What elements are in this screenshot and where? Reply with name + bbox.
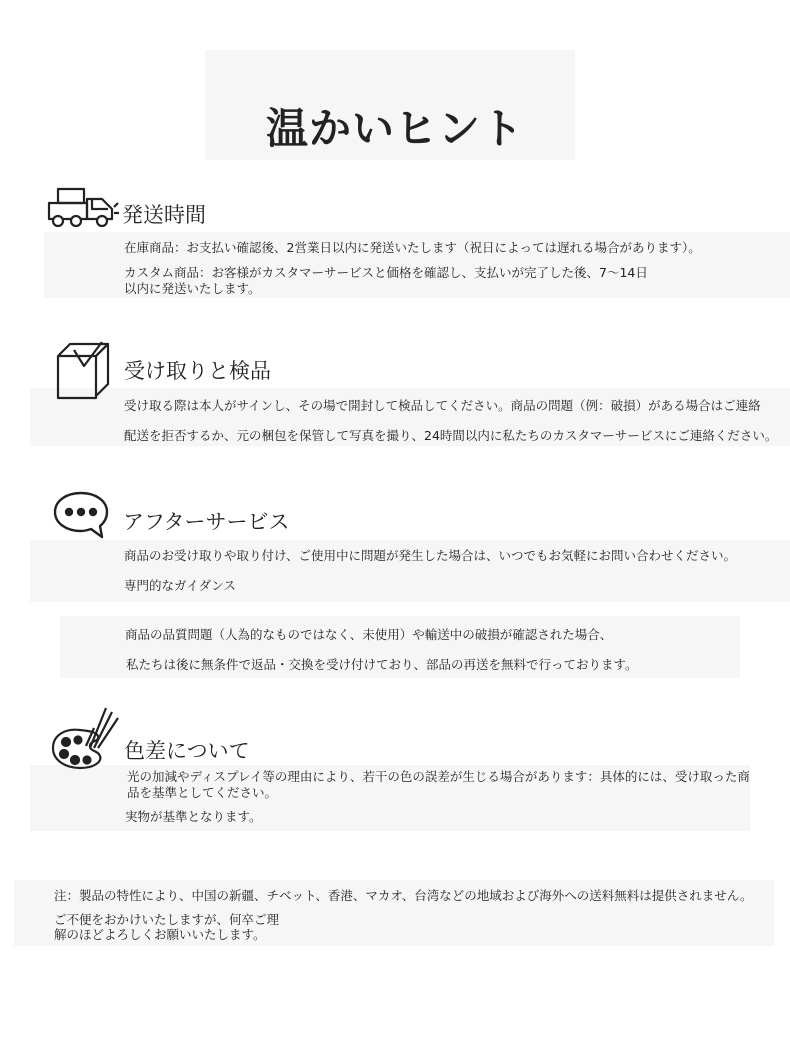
paint-palette-icon [50,704,124,776]
delivery-truck-icon [46,185,120,233]
color-text-line: 品を基準としてください。 [127,785,278,800]
color-text-line: 実物が基準となります。 [125,809,262,824]
shipping-text-line: 以内に発送いたします。 [124,281,261,296]
closing-note-line: ご不便をおかけいたしますが、何卒ご理 [54,912,280,927]
section-heading-color: 色差について [124,739,250,763]
aftersales-text-line: 私たちは後に無条件で返品・交換を受け付けており、部品の再送を無料で行っております。 [126,657,638,672]
shipping-note: 注：製品の特性により、中国の新疆、チベット、香港、マカオ、台湾などの地域および海外への送料無料は提供されません。 [54,888,753,903]
receipt-text-line: 受け取る際は本人がサインし、その場で開封して検品してください。商品の問題（例：破損）がある場合はご連絡 [124,398,761,413]
aftersales-text-line: 商品のお受け取りや取り付け、ご使用中に問題が発生した場合は、いつでもお気軽にお問い合わせください。 [124,548,737,563]
aftersales-text-line: 専門的なガイダンス [124,578,236,593]
color-text-line: 光の加減やディスプレイ等の理由により、若干の色の誤差が生じる場合があります：具体的には、受け取った商 [127,769,750,784]
aftersales-text-line: 商品の品質問題（人為的なものではなく、未使用）や輸送中の破損が確認された場合、 [125,627,613,642]
section-heading-aftersales: アフターサービス [123,510,290,534]
section-heading-shipping: 発送時間 [122,203,206,227]
section-heading-receipt: 受け取りと検品 [124,359,271,383]
closing-note-line: 解のほどよろしくお願いいたします。 [54,927,266,942]
receipt-text-line: 配送を拒否するか、元の梱包を保管して写真を撮り、24時間以内に私たちのカスタマーサービスにご連絡ください。 [124,428,778,443]
shipping-text-line: カスタム商品：お客様がカスタマーサービスと価格を確認し、支払いが完了した後、7～14日 [124,265,648,280]
chat-bubble-icon [52,490,110,544]
page-title: 温かいヒント [265,104,524,153]
package-box-icon [52,340,114,406]
shipping-text-line: 在庫商品：お支払い確認後、2営業日以内に発送いたします（祝日によっては遅れる場合があります）。 [124,240,701,255]
